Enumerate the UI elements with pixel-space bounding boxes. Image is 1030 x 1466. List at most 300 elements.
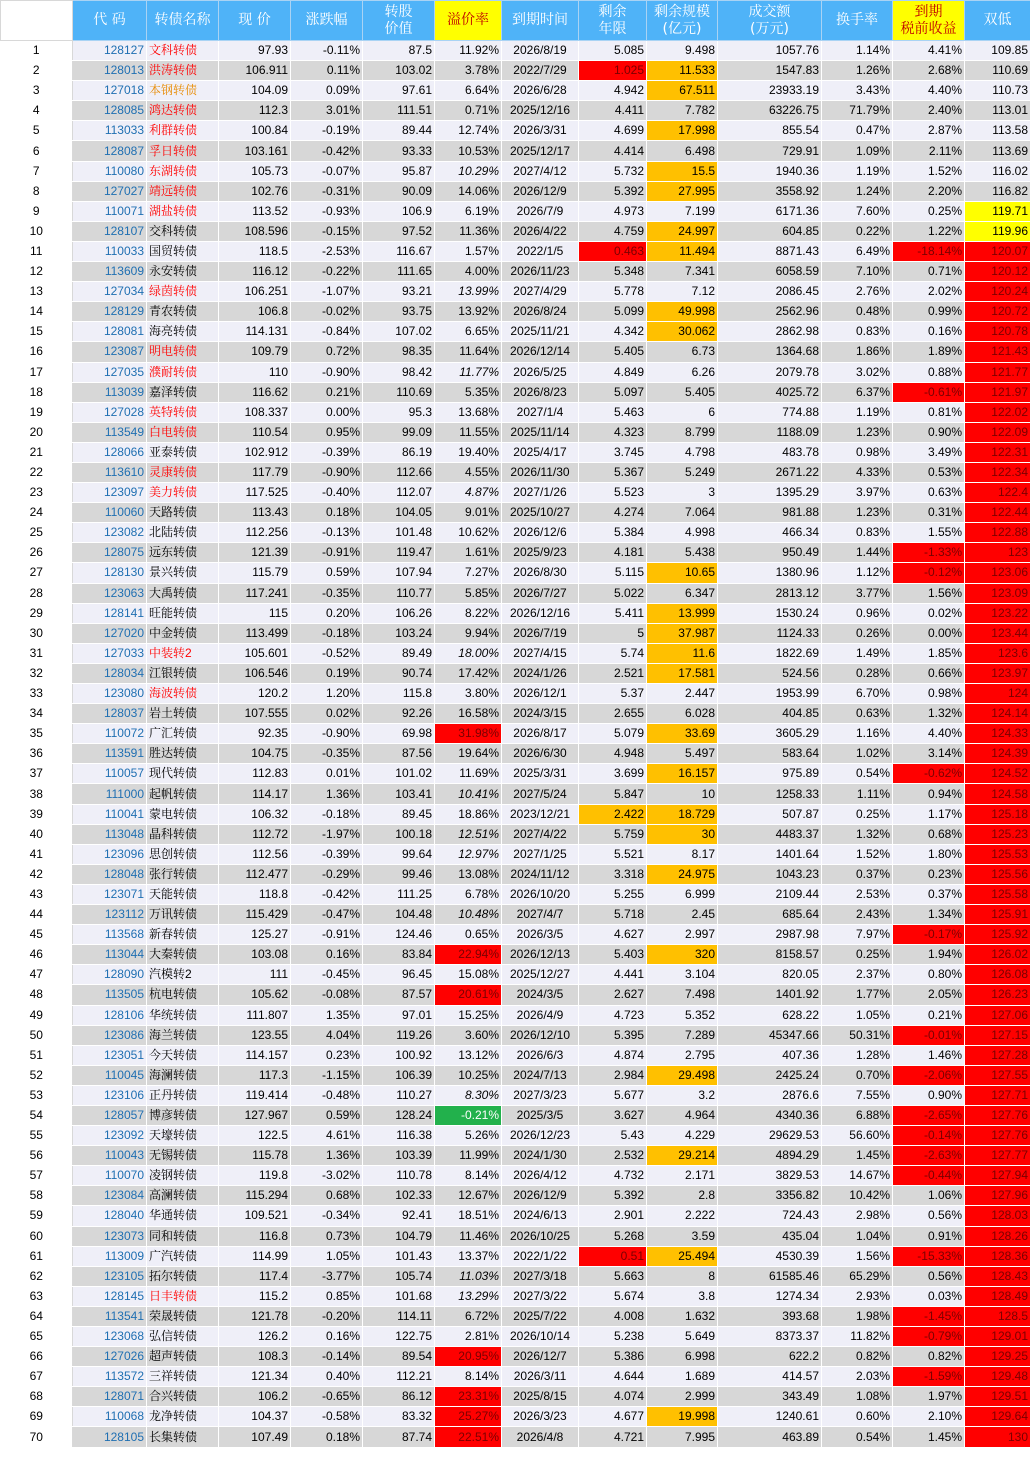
- bond-name: 日丰转债: [147, 1286, 219, 1306]
- bond-name: 孚日转债: [147, 141, 219, 161]
- table-row[interactable]: [1, 1367, 1030, 1387]
- table-row[interactable]: [1, 985, 1030, 1005]
- row-index: 3: [1, 81, 73, 101]
- double-low-cell: 125.91: [965, 905, 1030, 925]
- bond-name: 大秦转债: [147, 945, 219, 965]
- table-row[interactable]: [1, 1065, 1030, 1085]
- bond-code: 110060: [73, 503, 147, 523]
- remaining-size-cell: 320: [647, 945, 718, 965]
- double-low-cell: 128.36: [965, 1246, 1030, 1266]
- price-cell: 92.35: [219, 724, 291, 744]
- table-row[interactable]: [1, 583, 1030, 603]
- double-low-cell: 113.58: [965, 121, 1030, 141]
- remaining-size-cell: 11.494: [647, 241, 718, 261]
- table-row[interactable]: [1, 422, 1030, 442]
- conversion-value-cell: 97.01: [363, 1005, 435, 1025]
- row-index: 52: [1, 1065, 73, 1085]
- ytm-cell: 2.40%: [893, 101, 965, 121]
- maturity-cell: 2027/1/26: [502, 483, 579, 503]
- turnover-amount-cell: 3829.53: [718, 1166, 822, 1186]
- price-cell: 108.337: [219, 402, 291, 422]
- table-row[interactable]: [1, 241, 1030, 261]
- turnover-amount-cell: 2425.24: [718, 1065, 822, 1085]
- double-low-cell: 123.44: [965, 623, 1030, 643]
- table-row[interactable]: [1, 804, 1030, 824]
- header-remaining-years[interactable]: [579, 1, 647, 41]
- conversion-value-cell: 111.25: [363, 884, 435, 904]
- turnover-amount-cell: 4530.39: [718, 1246, 822, 1266]
- turnover-rate-cell: 1.02%: [822, 744, 893, 764]
- table-row[interactable]: [1, 483, 1030, 503]
- table-row[interactable]: [1, 402, 1030, 422]
- turnover-rate-cell: 0.37%: [822, 864, 893, 884]
- maturity-cell: 2026/7/19: [502, 623, 579, 643]
- turnover-rate-cell: 1.28%: [822, 1045, 893, 1065]
- header-turnover-amount[interactable]: [718, 1, 822, 41]
- remaining-size-cell: 6.26: [647, 362, 718, 382]
- turnover-amount-cell: 23933.19: [718, 81, 822, 101]
- bond-name: 景兴转债: [147, 563, 219, 583]
- remaining-years-cell: 5.718: [579, 905, 647, 925]
- change-cell: -0.07%: [291, 161, 363, 181]
- table-row[interactable]: [1, 1266, 1030, 1286]
- table-row[interactable]: [1, 643, 1030, 663]
- turnover-rate-cell: 1.08%: [822, 1387, 893, 1407]
- double-low-cell: 129.64: [965, 1407, 1030, 1427]
- double-low-cell: 113.01: [965, 101, 1030, 121]
- maturity-cell: 2026/12/14: [502, 342, 579, 362]
- conversion-value-cell: 116.38: [363, 1126, 435, 1146]
- bond-name: 三祥转债: [147, 1367, 219, 1387]
- bond-name: 荣晟转债: [147, 1306, 219, 1326]
- premium-cell: 3.60%: [435, 1025, 502, 1045]
- remaining-size-cell: 7.995: [647, 1427, 718, 1447]
- change-cell: -0.22%: [291, 262, 363, 282]
- bond-name: 洪涛转债: [147, 61, 219, 81]
- ytm-cell: 0.31%: [893, 503, 965, 523]
- bond-name: 今天转债: [147, 1045, 219, 1065]
- table-row[interactable]: [1, 543, 1030, 563]
- table-row[interactable]: [1, 282, 1030, 302]
- table-row[interactable]: [1, 1387, 1030, 1407]
- double-low-cell: 127.15: [965, 1025, 1030, 1045]
- row-index: 29: [1, 603, 73, 623]
- turnover-amount-cell: 8373.37: [718, 1327, 822, 1347]
- conversion-value-cell: 99.64: [363, 844, 435, 864]
- remaining-size-cell: 24.997: [647, 221, 718, 241]
- table-row[interactable]: [1, 704, 1030, 724]
- table-row[interactable]: [1, 1286, 1030, 1306]
- bond-name: 胜达转债: [147, 744, 219, 764]
- header-name[interactable]: 转债名称: [147, 1, 219, 41]
- turnover-rate-cell: 1.49%: [822, 643, 893, 663]
- remaining-size-cell: 24.975: [647, 864, 718, 884]
- bond-code: 128037: [73, 704, 147, 724]
- maturity-cell: 2024/7/13: [502, 1065, 579, 1085]
- table-row[interactable]: [1, 744, 1030, 764]
- ytm-cell: -15.33%: [893, 1246, 965, 1266]
- table-row[interactable]: [1, 141, 1030, 161]
- price-cell: 108.3: [219, 1347, 291, 1367]
- change-cell: -0.08%: [291, 985, 363, 1005]
- turnover-rate-cell: 6.49%: [822, 241, 893, 261]
- maturity-cell: 2026/8/17: [502, 724, 579, 744]
- remaining-size-cell: 8.17: [647, 844, 718, 864]
- table-row[interactable]: [1, 844, 1030, 864]
- premium-cell: 8.30%: [435, 1085, 502, 1105]
- ytm-cell: 4.40%: [893, 81, 965, 101]
- table-row[interactable]: [1, 1186, 1030, 1206]
- table-row[interactable]: [1, 884, 1030, 904]
- table-row[interactable]: [1, 1246, 1030, 1266]
- premium-cell: 12.67%: [435, 1186, 502, 1206]
- turnover-amount-cell: 407.36: [718, 1045, 822, 1065]
- header-turnover-amount-line2: (万元): [750, 20, 789, 37]
- bond-name: 国贸转债: [147, 241, 219, 261]
- conversion-value-cell: 86.12: [363, 1387, 435, 1407]
- turnover-amount-cell: 628.22: [718, 1005, 822, 1025]
- price-cell: 114.17: [219, 784, 291, 804]
- double-low-cell: 123.06: [965, 563, 1030, 583]
- row-index: 27: [1, 563, 73, 583]
- conversion-value-cell: 116.67: [363, 241, 435, 261]
- ytm-cell: 0.90%: [893, 1085, 965, 1105]
- turnover-rate-cell: 0.28%: [822, 663, 893, 683]
- premium-cell: 13.68%: [435, 402, 502, 422]
- change-cell: 0.21%: [291, 382, 363, 402]
- bond-code: 113009: [73, 1246, 147, 1266]
- table-row[interactable]: [1, 1126, 1030, 1146]
- remaining-years-cell: 4.274: [579, 503, 647, 523]
- table-row[interactable]: [1, 824, 1030, 844]
- premium-cell: 11.03%: [435, 1266, 502, 1286]
- price-cell: 105.73: [219, 161, 291, 181]
- row-index: 1: [1, 41, 73, 61]
- remaining-years-cell: 5.255: [579, 884, 647, 904]
- remaining-size-cell: 2.45: [647, 905, 718, 925]
- turnover-rate-cell: 2.93%: [822, 1286, 893, 1306]
- bond-code: 113609: [73, 262, 147, 282]
- conversion-value-cell: 87.74: [363, 1427, 435, 1447]
- table-row[interactable]: [1, 1327, 1030, 1347]
- change-cell: -0.18%: [291, 804, 363, 824]
- bond-code: 113541: [73, 1306, 147, 1326]
- table-row[interactable]: [1, 161, 1030, 181]
- change-cell: -3.02%: [291, 1166, 363, 1186]
- turnover-amount-cell: 1953.99: [718, 684, 822, 704]
- turnover-rate-cell: 1.56%: [822, 1246, 893, 1266]
- table-row[interactable]: [1, 362, 1030, 382]
- remaining-years-cell: 4.411: [579, 101, 647, 121]
- turnover-amount-cell: 1258.33: [718, 784, 822, 804]
- header-remaining-size[interactable]: [647, 1, 718, 41]
- maturity-cell: 2027/4/22: [502, 824, 579, 844]
- table-row[interactable]: [1, 1146, 1030, 1166]
- change-cell: 0.01%: [291, 764, 363, 784]
- table-row[interactable]: [1, 1105, 1030, 1125]
- turnover-amount-cell: 1380.96: [718, 563, 822, 583]
- change-cell: -0.52%: [291, 643, 363, 663]
- table-row[interactable]: [1, 623, 1030, 643]
- table-row[interactable]: [1, 101, 1030, 121]
- bond-name: 美力转债: [147, 483, 219, 503]
- row-index: 40: [1, 824, 73, 844]
- change-cell: 0.20%: [291, 603, 363, 623]
- double-low-cell: 127.77: [965, 1146, 1030, 1166]
- table-row[interactable]: [1, 442, 1030, 462]
- change-cell: -0.40%: [291, 483, 363, 503]
- remaining-years-cell: 2.984: [579, 1065, 647, 1085]
- ytm-cell: 1.97%: [893, 1387, 965, 1407]
- header-code[interactable]: 代 码: [73, 1, 147, 41]
- premium-cell: 17.42%: [435, 663, 502, 683]
- turnover-amount-cell: 1547.83: [718, 61, 822, 81]
- conversion-value-cell: 107.02: [363, 322, 435, 342]
- change-cell: -1.07%: [291, 282, 363, 302]
- table-row[interactable]: [1, 221, 1030, 241]
- bond-code: 113033: [73, 121, 147, 141]
- ytm-cell: 1.06%: [893, 1186, 965, 1206]
- turnover-amount-cell: 1057.76: [718, 41, 822, 61]
- bond-name: 白电转债: [147, 422, 219, 442]
- turnover-amount-cell: 61585.46: [718, 1266, 822, 1286]
- premium-cell: 13.92%: [435, 302, 502, 322]
- maturity-cell: 2027/4/12: [502, 161, 579, 181]
- table-row[interactable]: [1, 784, 1030, 804]
- table-body: [1, 41, 1030, 1448]
- premium-cell: 18.51%: [435, 1206, 502, 1226]
- row-index: 4: [1, 101, 73, 121]
- table-row[interactable]: [1, 724, 1030, 744]
- header-maturity[interactable]: 到期时间: [502, 1, 579, 41]
- table-row[interactable]: [1, 945, 1030, 965]
- maturity-cell: 2024/1/30: [502, 1146, 579, 1166]
- price-cell: 114.131: [219, 322, 291, 342]
- header-price[interactable]: 现 价: [219, 1, 291, 41]
- price-cell: 115.429: [219, 905, 291, 925]
- price-cell: 102.76: [219, 181, 291, 201]
- table-row[interactable]: [1, 523, 1030, 543]
- change-cell: 0.85%: [291, 1286, 363, 1306]
- header-conversion-value[interactable]: [363, 1, 435, 41]
- header-remaining-size-line1: 剩余规模: [654, 3, 710, 20]
- table-row[interactable]: [1, 81, 1030, 101]
- remaining-size-cell: 19.998: [647, 1407, 718, 1427]
- price-cell: 105.62: [219, 985, 291, 1005]
- conversion-value-cell: 110.78: [363, 1166, 435, 1186]
- table-row[interactable]: [1, 1166, 1030, 1186]
- conversion-value-cell: 103.39: [363, 1146, 435, 1166]
- remaining-years-cell: 5.43: [579, 1126, 647, 1146]
- bond-name: 正丹转债: [147, 1085, 219, 1105]
- double-low-cell: 125.56: [965, 864, 1030, 884]
- turnover-amount-cell: 975.89: [718, 764, 822, 784]
- header-premium[interactable]: 溢价率: [435, 1, 502, 41]
- price-cell: 109.79: [219, 342, 291, 362]
- remaining-size-cell: 25.494: [647, 1246, 718, 1266]
- table-row[interactable]: [1, 41, 1030, 61]
- conversion-value-cell: 101.02: [363, 764, 435, 784]
- bond-code: 123063: [73, 583, 147, 603]
- row-index: 30: [1, 623, 73, 643]
- conversion-value-cell: 97.61: [363, 81, 435, 101]
- conversion-value-cell: 111.65: [363, 262, 435, 282]
- bond-code: 128066: [73, 442, 147, 462]
- maturity-cell: 2027/4/15: [502, 643, 579, 663]
- ytm-cell: 0.66%: [893, 663, 965, 683]
- remaining-years-cell: 4.074: [579, 1387, 647, 1407]
- turnover-rate-cell: 10.42%: [822, 1186, 893, 1206]
- remaining-size-cell: 3.59: [647, 1226, 718, 1246]
- bond-name: 现代转债: [147, 764, 219, 784]
- table-row[interactable]: [1, 1306, 1030, 1326]
- bond-name: 合兴转债: [147, 1387, 219, 1407]
- bond-code: 123080: [73, 684, 147, 704]
- table-row[interactable]: [1, 201, 1030, 221]
- remaining-years-cell: 4.627: [579, 925, 647, 945]
- remaining-years-cell: 5.348: [579, 262, 647, 282]
- bond-code: 110057: [73, 764, 147, 784]
- table-row[interactable]: [1, 1226, 1030, 1246]
- maturity-cell: 2024/6/13: [502, 1206, 579, 1226]
- conversion-value-cell: 101.43: [363, 1246, 435, 1266]
- table-row[interactable]: [1, 603, 1030, 623]
- turnover-amount-cell: 2671.22: [718, 462, 822, 482]
- change-cell: -0.18%: [291, 623, 363, 643]
- table-row[interactable]: [1, 462, 1030, 482]
- table-row[interactable]: [1, 262, 1030, 282]
- table-row[interactable]: [1, 1025, 1030, 1045]
- remaining-years-cell: 2.532: [579, 1146, 647, 1166]
- table-row[interactable]: [1, 322, 1030, 342]
- change-cell: -0.90%: [291, 462, 363, 482]
- table-row[interactable]: [1, 1045, 1030, 1065]
- table-row[interactable]: [1, 684, 1030, 704]
- remaining-years-cell: 5.097: [579, 382, 647, 402]
- remaining-size-cell: 9.498: [647, 41, 718, 61]
- premium-cell: 11.77%: [435, 362, 502, 382]
- maturity-cell: 2026/12/16: [502, 603, 579, 623]
- header-ytm[interactable]: [893, 1, 965, 41]
- row-index: 26: [1, 543, 73, 563]
- table-row[interactable]: [1, 965, 1030, 985]
- maturity-cell: 2026/5/25: [502, 362, 579, 382]
- table-row[interactable]: [1, 1005, 1030, 1025]
- row-index: 53: [1, 1085, 73, 1105]
- conversion-value-cell: 93.75: [363, 302, 435, 322]
- table-row[interactable]: [1, 181, 1030, 201]
- remaining-size-cell: 33.69: [647, 724, 718, 744]
- header-double-low[interactable]: 双低: [965, 1, 1030, 41]
- header-row: [1, 1, 1030, 41]
- ytm-cell: 0.63%: [893, 483, 965, 503]
- table-row[interactable]: [1, 1085, 1030, 1105]
- price-cell: 110.54: [219, 422, 291, 442]
- conversion-value-cell: 112.07: [363, 483, 435, 503]
- bond-code: 110045: [73, 1065, 147, 1085]
- price-cell: 106.2: [219, 1387, 291, 1407]
- ytm-cell: 3.49%: [893, 442, 965, 462]
- conversion-value-cell: 86.19: [363, 442, 435, 462]
- table-row[interactable]: [1, 342, 1030, 362]
- table-row[interactable]: [1, 563, 1030, 583]
- header-ytm-line1: 到期: [914, 3, 943, 20]
- conversion-value-cell: 101.48: [363, 523, 435, 543]
- row-index: 50: [1, 1025, 73, 1045]
- table-row[interactable]: [1, 1427, 1030, 1447]
- maturity-cell: 2023/12/21: [502, 804, 579, 824]
- bond-code: 128105: [73, 1427, 147, 1447]
- conversion-value-cell: 106.9: [363, 201, 435, 221]
- remaining-size-cell: 6.73: [647, 342, 718, 362]
- conversion-value-cell: 110.69: [363, 382, 435, 402]
- double-low-cell: 123.97: [965, 663, 1030, 683]
- table-row[interactable]: [1, 503, 1030, 523]
- premium-cell: 1.61%: [435, 543, 502, 563]
- table-row[interactable]: [1, 864, 1030, 884]
- premium-cell: 10.41%: [435, 784, 502, 804]
- table-row[interactable]: [1, 925, 1030, 945]
- header-turnover-rate[interactable]: 换手率: [822, 1, 893, 41]
- table-row[interactable]: [1, 905, 1030, 925]
- table-row[interactable]: [1, 663, 1030, 683]
- header-change[interactable]: 涨跌幅: [291, 1, 363, 41]
- table-row[interactable]: [1, 1206, 1030, 1226]
- table-row[interactable]: [1, 382, 1030, 402]
- ytm-cell: 2.20%: [893, 181, 965, 201]
- turnover-amount-cell: 1395.29: [718, 483, 822, 503]
- premium-cell: 9.94%: [435, 623, 502, 643]
- premium-cell: 20.95%: [435, 1347, 502, 1367]
- remaining-years-cell: 4.973: [579, 201, 647, 221]
- ytm-cell: 0.98%: [893, 684, 965, 704]
- bond-code: 113039: [73, 382, 147, 402]
- maturity-cell: 2027/3/22: [502, 1286, 579, 1306]
- remaining-years-cell: 4.644: [579, 1367, 647, 1387]
- bond-code: 127018: [73, 81, 147, 101]
- table-row[interactable]: [1, 121, 1030, 141]
- ytm-cell: 0.91%: [893, 1226, 965, 1246]
- change-cell: 0.11%: [291, 61, 363, 81]
- maturity-cell: 2026/12/23: [502, 1126, 579, 1146]
- change-cell: -0.47%: [291, 905, 363, 925]
- table-row[interactable]: [1, 1347, 1030, 1367]
- premium-cell: 11.55%: [435, 422, 502, 442]
- remaining-years-cell: 5.405: [579, 342, 647, 362]
- premium-cell: 19.64%: [435, 744, 502, 764]
- bond-code: 110068: [73, 1407, 147, 1427]
- price-cell: 119.8: [219, 1166, 291, 1186]
- table-row[interactable]: [1, 302, 1030, 322]
- turnover-rate-cell: 3.77%: [822, 583, 893, 603]
- table-row[interactable]: [1, 1407, 1030, 1427]
- row-index: 13: [1, 282, 73, 302]
- change-cell: -0.91%: [291, 925, 363, 945]
- ytm-cell: 1.17%: [893, 804, 965, 824]
- bond-name: 青农转债: [147, 302, 219, 322]
- turnover-amount-cell: 29629.53: [718, 1126, 822, 1146]
- remaining-size-cell: 49.998: [647, 302, 718, 322]
- remaining-years-cell: 4.008: [579, 1306, 647, 1326]
- premium-cell: 6.78%: [435, 884, 502, 904]
- table-row[interactable]: [1, 61, 1030, 81]
- table-row[interactable]: [1, 764, 1030, 784]
- price-cell: 115.78: [219, 1146, 291, 1166]
- remaining-years-cell: 5.395: [579, 1025, 647, 1045]
- bond-code: 128013: [73, 61, 147, 81]
- premium-cell: 14.06%: [435, 181, 502, 201]
- remaining-years-cell: 5.463: [579, 402, 647, 422]
